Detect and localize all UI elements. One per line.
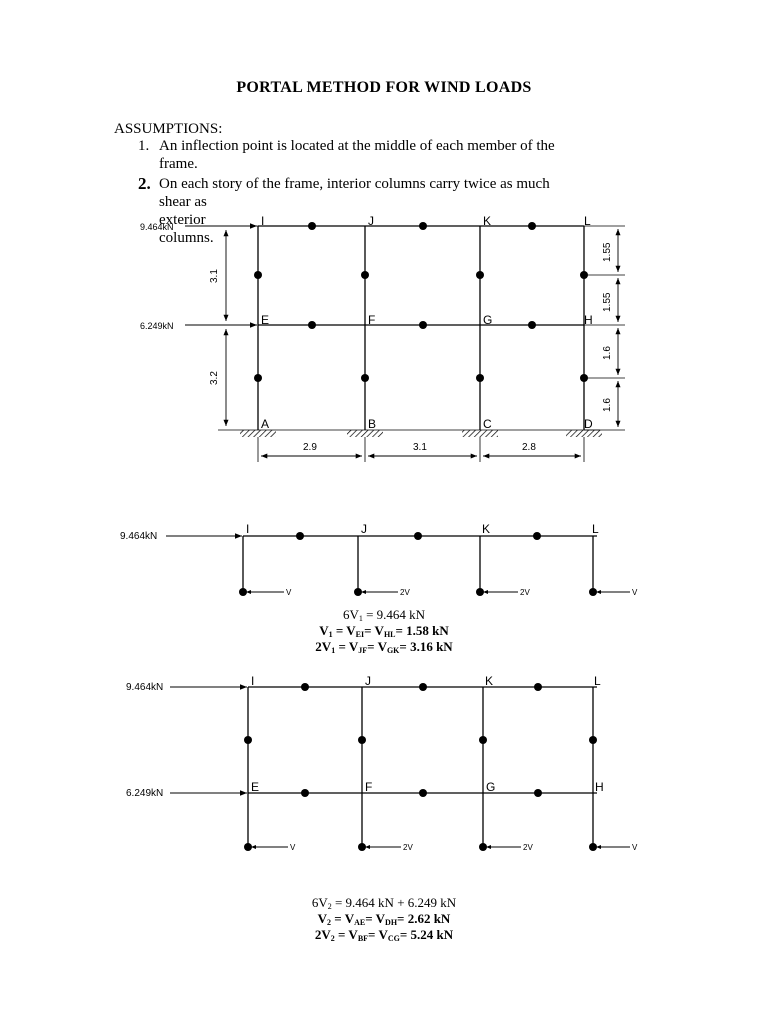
inflection-point: [479, 736, 487, 744]
eq-term: V: [317, 911, 328, 926]
inflection-point: [419, 789, 427, 797]
node-label: H: [595, 780, 604, 794]
inflection-point: [301, 683, 309, 691]
fixed-support-icon: [347, 430, 383, 437]
two-story-labels: [126, 674, 638, 852]
height-label: 3.2: [209, 371, 220, 385]
node-label: G: [483, 313, 493, 327]
frame-diagram: [185, 226, 625, 462]
inflection-point: [239, 588, 247, 596]
eq-subscript: BF: [357, 934, 369, 943]
eq-subscript: 1: [358, 614, 363, 623]
load-label: 9.464kN: [120, 531, 158, 542]
node-label: K: [482, 522, 491, 536]
height-label: 1.6: [602, 346, 613, 360]
load-label: 6.249kN: [140, 321, 174, 331]
inflection-point: [301, 789, 309, 797]
eq-subscript: GK: [386, 646, 400, 655]
two-story-diagram: [170, 687, 630, 847]
eq-term: 6V: [311, 895, 328, 910]
eq-subscript: 1: [328, 630, 333, 639]
load-label: 9.464kN: [140, 222, 174, 232]
inflection-point: [414, 532, 422, 540]
fixed-support-icon: [240, 430, 276, 437]
top-story-labels: [120, 522, 638, 597]
frame-labels: [140, 214, 613, 453]
eq-term: = 2.62 kN: [397, 911, 451, 926]
height-label: 1.55: [602, 292, 613, 312]
inflection-point: [354, 588, 362, 596]
shear-label: V: [290, 843, 296, 852]
eq-term: = V: [334, 927, 358, 942]
eq-term: V: [319, 623, 329, 638]
inflection-point: [254, 374, 262, 382]
node-label: C: [483, 417, 492, 431]
inflection-point: [476, 271, 484, 279]
node-label: K: [485, 674, 494, 688]
assumption-number: 2.: [138, 174, 151, 193]
inflection-point: [308, 222, 316, 230]
eq-subscript: 2: [327, 902, 332, 911]
shear-label: 2V: [403, 843, 413, 852]
top-story-diagram: [166, 536, 630, 592]
inflection-point: [254, 271, 262, 279]
inflection-point: [589, 588, 597, 596]
eq-term: = V: [332, 623, 356, 638]
eq-term: = V: [368, 927, 388, 942]
inflection-point: [533, 532, 541, 540]
eq-subscript: EI: [355, 630, 365, 639]
node-label: K: [483, 214, 492, 228]
eq-term: = 3.16 kN: [399, 639, 453, 654]
equation-line: [0, 927, 768, 946]
assumption-text-line: On each story of the frame, interior columns carry twice as much: [159, 176, 550, 192]
node-label: G: [486, 780, 496, 794]
eq-term: 2V: [314, 927, 331, 942]
shear-label: 2V: [400, 588, 410, 597]
node-label: F: [368, 313, 376, 327]
inflection-point: [361, 374, 369, 382]
inflection-points: [254, 222, 588, 382]
node-label: J: [368, 214, 374, 228]
eq-subscript: 2: [330, 934, 335, 943]
page-title: PORTAL METHOD FOR WIND LOADS: [236, 79, 532, 96]
inflection-point: [419, 321, 427, 329]
eq-term: = V: [335, 639, 359, 654]
inflection-point: [244, 736, 252, 744]
inflection-point: [476, 588, 484, 596]
node-label: A: [261, 417, 270, 431]
inflection-point: [361, 271, 369, 279]
inflection-point: [589, 736, 597, 744]
eq-term: = 9.464 kN: [362, 607, 426, 622]
height-label: 1.55: [602, 242, 613, 262]
inflection-point: [589, 843, 597, 851]
eq-subscript: 1: [331, 646, 336, 655]
equation-line: [0, 639, 768, 658]
node-label: D: [584, 417, 593, 431]
node-label: L: [592, 522, 599, 536]
eq-term: = V: [331, 911, 355, 926]
eq-term: = 9.464 kN + 6.249 kN: [331, 895, 457, 910]
inflection-point: [479, 843, 487, 851]
inflection-point: [419, 222, 427, 230]
assumption-text-line: An inflection point is located at the middle of each member of the: [159, 138, 555, 154]
load-label: 9.464kN: [126, 682, 164, 693]
eq-term: = 5.24 kN: [399, 927, 454, 942]
inflection-point: [580, 271, 588, 279]
eq-term: = V: [365, 911, 386, 926]
inflection-point: [296, 532, 304, 540]
node-label: H: [584, 313, 593, 327]
eq-subscript: JF: [358, 646, 368, 655]
top-story-points: [239, 532, 597, 596]
node-label: L: [584, 214, 591, 228]
node-label: F: [365, 780, 373, 794]
eq-subscript: DH: [385, 918, 398, 927]
assumptions-heading: ASSUMPTIONS:: [114, 121, 223, 137]
assumption-number: 1.: [138, 138, 150, 154]
height-label: 1.6: [602, 398, 613, 412]
eq-term: 2V: [315, 639, 332, 654]
inflection-point: [358, 736, 366, 744]
span-label: 2.8: [522, 442, 536, 453]
inflection-point: [419, 683, 427, 691]
node-label: L: [594, 674, 601, 688]
inflection-point: [358, 843, 366, 851]
inflection-point: [528, 222, 536, 230]
shear-label: 2V: [523, 843, 533, 852]
inflection-point: [476, 374, 484, 382]
span-label: 3.1: [413, 442, 427, 453]
inflection-point: [308, 321, 316, 329]
eq-subscript: CG: [387, 934, 400, 943]
eq-subscript: AE: [354, 918, 366, 927]
node-label: I: [251, 674, 255, 688]
inflection-point: [244, 843, 252, 851]
shear-label: 2V: [520, 588, 530, 597]
fixed-support-icon: [462, 430, 498, 437]
node-label: J: [361, 522, 367, 536]
node-label: E: [251, 780, 260, 794]
eq-subscript: HL: [383, 630, 396, 639]
node-label: E: [261, 313, 270, 327]
fixed-support-icon: [566, 430, 602, 437]
eq-term: = V: [364, 623, 384, 638]
inflection-point: [534, 789, 542, 797]
inflection-point: [580, 374, 588, 382]
node-label: B: [368, 417, 377, 431]
eq-term: = 1.58 kN: [395, 623, 449, 638]
shear-label: V: [632, 843, 638, 852]
span-label: 2.9: [303, 442, 317, 453]
eq-term: 6V: [342, 607, 359, 622]
node-label: J: [365, 674, 371, 688]
node-label: I: [246, 522, 250, 536]
inflection-point: [528, 321, 536, 329]
eq-subscript: 2: [327, 918, 332, 927]
inflection-point: [534, 683, 542, 691]
assumption-text-line: shear as exterior columns.: [159, 194, 214, 246]
shear-label: V: [286, 588, 292, 597]
load-label: 6.249kN: [126, 788, 164, 799]
height-label: 3.1: [209, 269, 220, 283]
eq-term: = V: [367, 639, 387, 654]
two-story-points: [244, 683, 597, 851]
assumption-text-line: frame.: [159, 156, 198, 172]
node-label: I: [261, 214, 265, 228]
shear-label: V: [632, 588, 638, 597]
